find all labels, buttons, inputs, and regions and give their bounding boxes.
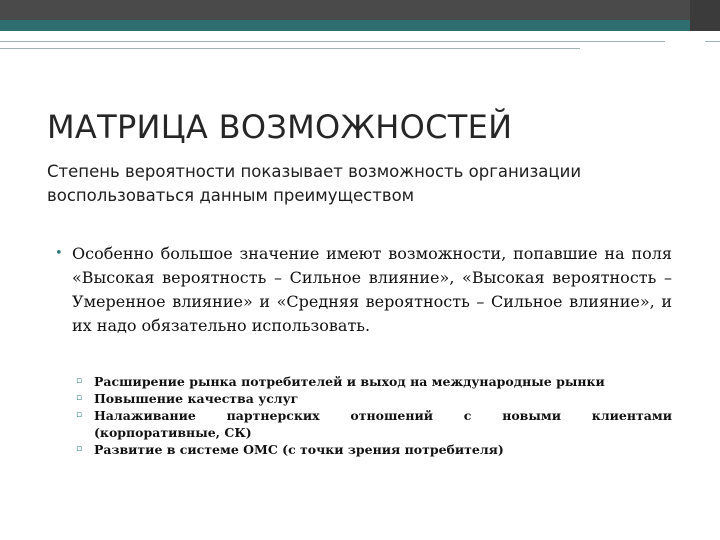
- list-item-text: Повышение качества услуг: [94, 391, 299, 406]
- list-item: [72, 407, 672, 424]
- list-item: [72, 390, 672, 407]
- bullet-icon: ▫: [76, 393, 83, 403]
- list-item: [72, 373, 672, 390]
- decorative-line: [0, 41, 665, 42]
- list-item-text: Расширение рынка потребителей и выход на международные рынки: [94, 374, 605, 389]
- bullet-icon: ▫: [76, 376, 83, 386]
- sub-bullet-list: [72, 373, 672, 458]
- decorative-line: [0, 48, 580, 49]
- slide-title: МАТРИЦА ВОЗМОЖНОСТЕЙ: [47, 108, 513, 146]
- slide-subtitle: Степень вероятности показывает возможность организации воспользоваться данным преимуществом: [47, 162, 582, 205]
- list-item-continuation: [72, 424, 672, 441]
- list-item-text: Налаживание партнерских отношений с новыми клиентами: [94, 408, 672, 423]
- main-bullet-text: Особенно большое значение имеют возможности, попавшие на поля «Высокая вероятность – Сильное влияние», «Высокая вероятность – Умеренное влияние» и «Средняя вероятность – Сильное влияние», и их надо обязательно использовать.: [72, 244, 672, 335]
- bullet-icon: •: [55, 246, 63, 261]
- top-right-dark-block: [690, 0, 720, 31]
- list-item: [72, 441, 672, 458]
- top-dark-bar: [0, 0, 720, 20]
- decorative-line: [705, 41, 720, 42]
- top-teal-bar: [0, 20, 720, 31]
- list-item-text: (корпоративные, СК): [94, 425, 252, 440]
- bullet-icon: ▫: [76, 444, 83, 454]
- list-item-text: Развитие в системе ОМС (с точки зрения потребителя): [94, 442, 504, 457]
- bullet-icon: ▫: [76, 410, 83, 420]
